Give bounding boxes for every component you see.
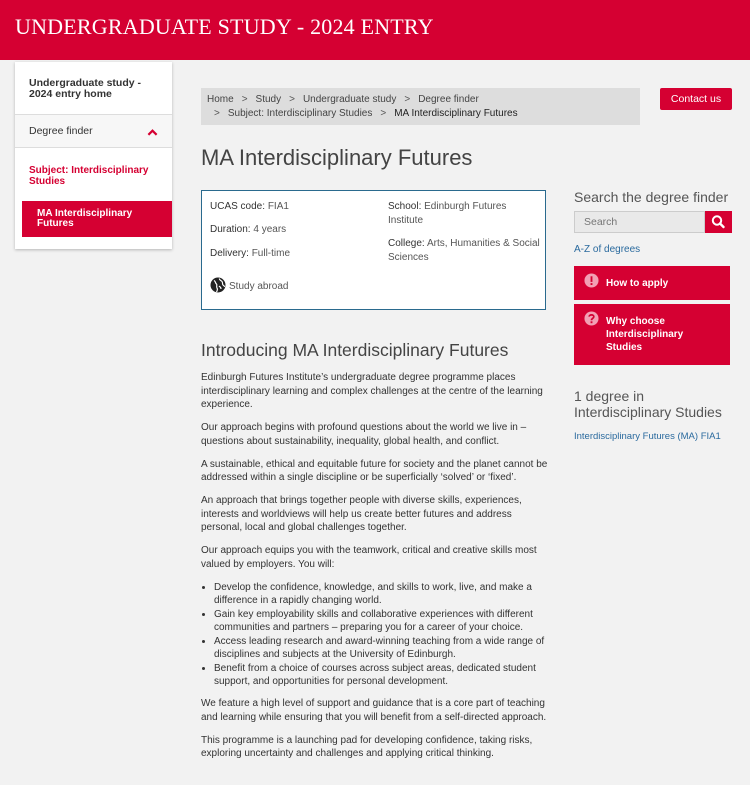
- question-icon: [584, 311, 599, 326]
- list-item: • Develop the confidence, knowledge, and skills to work, live, and make a difference in a rapidly changing world.: [214, 581, 549, 608]
- list-item: • Benefit from a choice of courses across subject areas, dedicated student support, and opportunities for personal development.: [214, 662, 549, 689]
- list-item: • Access leading research and award-winning teaching from a wide range of disciplines and subjects at the University of Edinburgh.: [214, 635, 549, 662]
- college: College: Arts, Humanities & Social Sciences: [388, 238, 540, 263]
- nav-degree-finder-label: Degree finder: [29, 125, 93, 138]
- left-nav: [15, 62, 172, 249]
- info-icon: [584, 273, 599, 288]
- intro-paragraph: A sustainable, ethical and equitable future for society and the planet cannot be addressed within a single discipline or be superficially ‘solved’ or ‘fixed’.: [201, 458, 548, 483]
- intro-paragraph: Edinburgh Futures Institute’s undergraduate degree programme places interdisciplinary learning and complex challenges at the centre of the learning experience.: [201, 372, 543, 410]
- intro-paragraph: Our approach begins with profound questions about the world we live in – questions about sustainability, inequality, global health, and conflict.: [201, 422, 527, 447]
- breadcrumb-degree-finder[interactable]: Degree finder: [418, 94, 479, 105]
- duration: Duration: 4 years: [210, 224, 287, 235]
- breadcrumb-study[interactable]: Study: [255, 94, 282, 105]
- page-title: MA Interdisciplinary Futures: [201, 145, 473, 170]
- how-to-apply-button[interactable]: How to apply: [574, 266, 730, 300]
- search-heading: Search the degree finder: [574, 189, 729, 205]
- intro-paragraph: We feature a high level of support and guidance that is a core part of teaching and learning while ensuring that you will benefit from a self-directed approach.: [201, 698, 547, 723]
- list-item: • Gain key employability skills and collaborative experiences with different communities and partners – preparing you for a career of your choice.: [214, 608, 549, 635]
- breadcrumb-subject[interactable]: Subject: Interdisciplinary Studies: [227, 108, 373, 119]
- intro-paragraph: This programme is a launching pad for developing confidence, taking risks, exploring uncertainty and challenges and applying critical thinking.: [201, 734, 533, 759]
- intro-paragraph: An approach that brings together people with diverse skills, experiences, interests and worldviews will help us create better futures and address personal, local and global challenges together.: [201, 495, 522, 533]
- search-input[interactable]: [574, 211, 705, 233]
- breadcrumb: Home > Study > Undergraduate study > Degree finder > Subject: Interdisciplinary Studies > MA Interdisciplinary Futures: [201, 88, 640, 125]
- nav-active-degree[interactable]: MA Interdisciplinary Futures: [22, 201, 172, 237]
- degree-link[interactable]: Interdisciplinary Futures (MA) FIA1: [574, 431, 721, 442]
- banner-title: UNDERGRADUATE STUDY - 2024 ENTRY: [15, 14, 434, 39]
- globe-icon: [210, 277, 226, 293]
- breadcrumb-current: MA Interdisciplinary Futures: [394, 108, 518, 119]
- intro-heading: Introducing MA Interdisciplinary Futures: [201, 340, 509, 360]
- breadcrumb-home[interactable]: Home: [207, 94, 234, 105]
- site-banner: [0, 0, 750, 60]
- ucas-code: UCAS code: FIA1: [210, 201, 289, 212]
- breadcrumb-undergraduate[interactable]: Undergraduate study: [302, 94, 397, 105]
- chevron-up-icon[interactable]: [147, 127, 158, 138]
- programme-info-box: [201, 190, 546, 310]
- nav-subject-link[interactable]: Subject: Interdisciplinary Studies: [29, 165, 149, 187]
- nav-degree-finder[interactable]: [15, 115, 172, 148]
- intro-text: [201, 371, 549, 770]
- intro-paragraph: Our approach equips you with the teamwork, critical and creative skills most valued by employers. You will:: [201, 545, 537, 570]
- nav-home-link[interactable]: Undergraduate study - 2024 entry home: [15, 62, 172, 115]
- delivery: Delivery: Full-time: [210, 248, 291, 259]
- study-abroad[interactable]: Study abroad: [229, 281, 289, 292]
- search-icon: [705, 211, 732, 233]
- degree-count-heading: 1 degree in Interdisciplinary Studies: [574, 388, 722, 420]
- az-degrees-link[interactable]: A-Z of degrees: [574, 244, 641, 255]
- benefits-list: [214, 581, 549, 689]
- school: School: Edinburgh Futures Institute: [388, 201, 507, 226]
- why-choose-button[interactable]: Why choose Interdisciplinary Studies: [574, 304, 730, 365]
- contact-us-button[interactable]: Contact us: [660, 88, 732, 110]
- search-button[interactable]: [705, 211, 732, 233]
